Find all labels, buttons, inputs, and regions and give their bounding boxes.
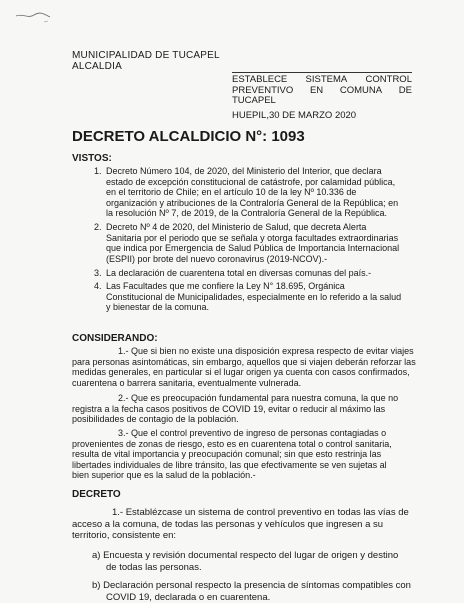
municipality-name: MUNICIPALIDAD DE TUCAPEL	[72, 50, 220, 61]
vistos-item-3: La declaración de cuarentena total en diversas comunas del país.-	[106, 268, 372, 278]
subject-line-1: ESTABLECE SISTEMA CONTROL	[232, 74, 412, 85]
considerando-heading: CONSIDERANDO:	[72, 333, 158, 344]
subject-line-2: PREVENTIVO EN COMUNA DE	[232, 84, 412, 96]
decreto-item-b: b) Declaración personal respecto la presencia de síntomas compatibles con COVID 19, declarada o en cuarentena.	[92, 580, 411, 603]
decree-date: HUEPIL,30 DE MARZO 2020	[232, 110, 357, 121]
considerando-paragraph-2: 2.- Que es preocupación fundamental para nuestra comuna, la que no registra a la fecha casos positivos de COVID 19, evitar o reducir al máximo las posibilidades de contagio de la población.	[72, 393, 399, 425]
subject-rule	[232, 72, 412, 73]
vistos-num-3: 3.	[94, 268, 102, 278]
letterhead	[72, 50, 220, 72]
decreto-intro: 1.- Establézcase un sistema de control preventivo en todas las vías de acceso a la comuna, de todas las personas y vehículos que ingresen a su territorio, consistente en:	[72, 507, 409, 541]
decreto-item-a: a) Encuesta y revisión documental respecto del lugar de origen y destino de todas las personas.	[92, 550, 399, 573]
vistos-heading: VISTOS:	[72, 153, 112, 164]
vistos-num-2: 2.	[94, 222, 102, 232]
decreto-heading: DECRETO	[72, 489, 121, 500]
office-name: ALCALDIA	[72, 61, 122, 72]
considerando-paragraph-1: 1.- Que si bien no existe una disposición expresa respecto de evitar viajes para personas asintomáticas, sin embargo, aquellos que si viajen deberán reforzar las medidas generales, en particular si el lugar origen ya cuenta con casos confirmados, cuarentena o barrera sanitaria, eventualmente vulnerada.	[72, 346, 416, 388]
vistos-item-1: Decreto Número 104, de 2020, del Ministerio del Interior, que declara estado de excepción constitucional de catástrofe, por calamidad pública, en el territorio de Chile; en el artículo 10 de la ley Nº 10.336 de organización y atribuciones de la Contraloría General de la República; en la resolución Nº 7, de 2019, de la Contraloría General de la República.	[106, 166, 399, 219]
vistos-item-4: Las Facultades que me confiere la Ley N° 18.695, Orgánica Constitucional de Municipalidades, especialmente en lo referido a la salud y bienestar de la comuna.	[106, 281, 402, 313]
considerando-paragraph-3: 3.- Que el control preventivo de ingreso de personas contagiadas o provenientes de zonas de riesgo, esto es en cuarentena total o control sanitaria, resulta de vital importancia y preocupación comunal; sin que esto restrinja las libertades individuales de libre tránsito, las que efectivamente se ven sujetas al bien superior que es la salud de la población.-	[72, 428, 392, 481]
subject-line-3: TUCAPEL	[232, 95, 276, 106]
vistos-item-2: Decreto Nº 4 de 2020, del Ministerio de Salud, que decreta Alerta Sanitaria por el periodo que se señala y otorga facultades extraordinarias que indica por Emergencia de Salud Pública de Importancia Internacional (ESPII) por brote del nuevo coronavirus (2019-NCOV).-	[106, 222, 400, 264]
decree-title: DECRETO ALCALDICIO N°: 1093	[72, 128, 305, 145]
vistos-num-1: 1.	[94, 166, 102, 176]
subject-block	[232, 75, 412, 107]
vistos-num-4: 4.	[94, 281, 102, 291]
pen-mark-icon	[14, 8, 54, 28]
